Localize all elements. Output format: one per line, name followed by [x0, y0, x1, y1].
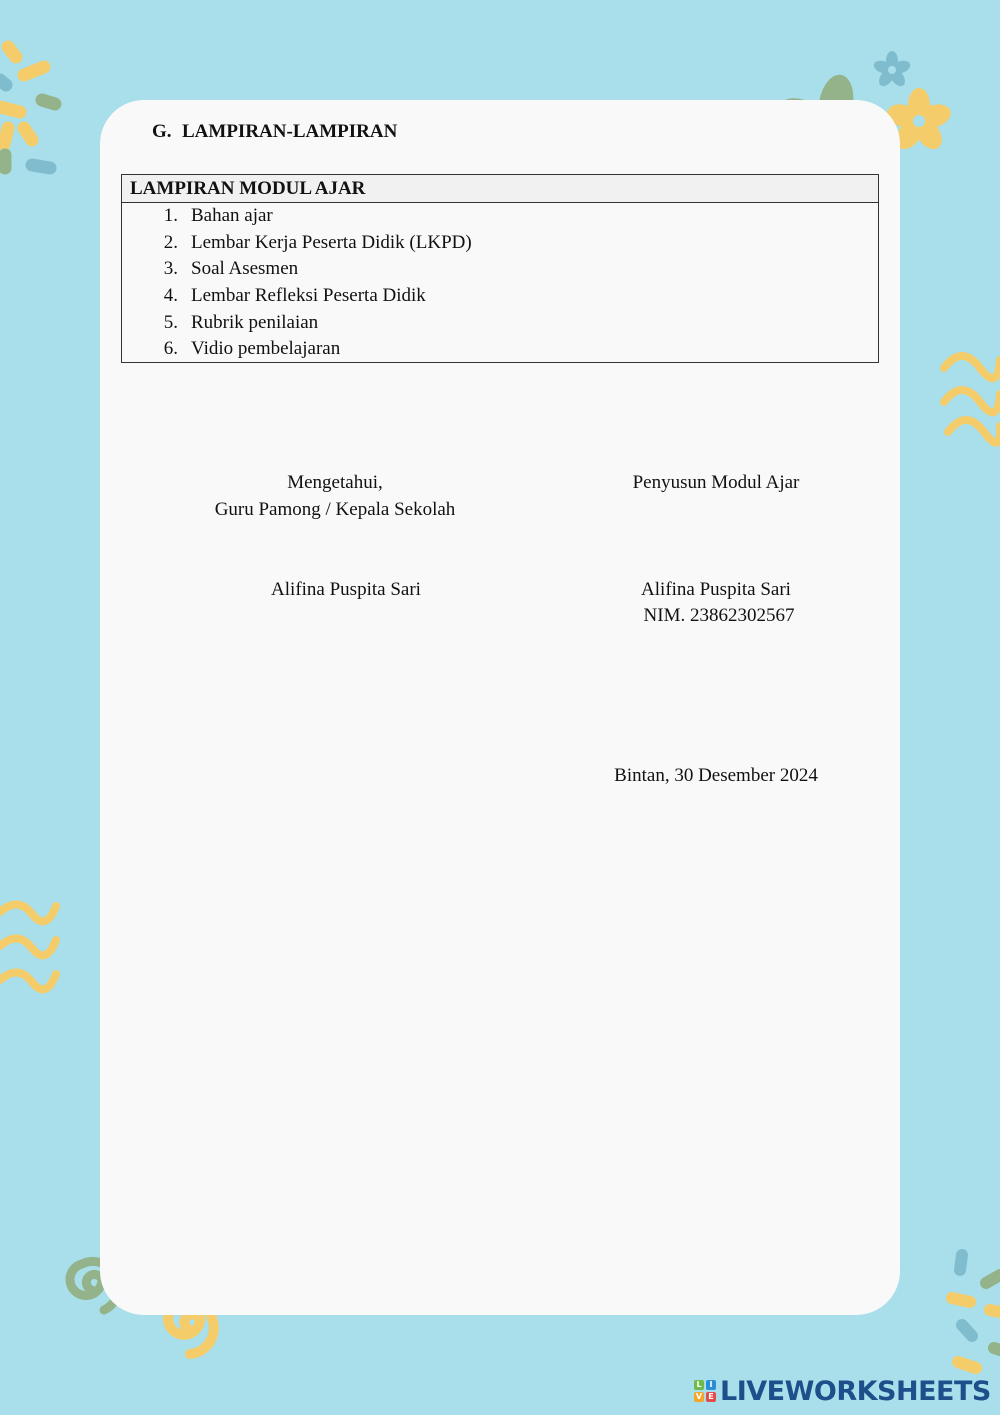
table-header: LAMPIRAN MODUL AJAR — [122, 175, 878, 203]
brand-name: LIVEWORKSHEETS — [720, 1375, 991, 1407]
list-item — [122, 310, 878, 337]
list-item-text: Bahan ajar — [191, 205, 273, 226]
section-number: G. — [152, 121, 172, 142]
author-title: Penyusun Modul Ajar — [632, 472, 800, 493]
list-item-text: Lembar Kerja Peserta Didik (LKPD) — [191, 231, 472, 253]
list-item-number: 5. — [163, 311, 178, 333]
wave-icon — [0, 904, 56, 989]
supervisor-name: Alifina Puspita Sari — [271, 579, 421, 600]
list-item — [122, 203, 878, 230]
place-date: Bintan, 30 Desember 2024 — [614, 765, 818, 786]
list-item — [122, 336, 878, 363]
wave-icon — [944, 356, 1000, 443]
author-id: NIM. 23862302567 — [643, 605, 795, 626]
list-item-number: 3. — [163, 258, 178, 280]
list-item — [122, 230, 878, 257]
list-item-number: 4. — [163, 285, 178, 307]
list-item — [122, 283, 878, 310]
section-title: LAMPIRAN-LAMPIRAN — [182, 121, 398, 142]
attachments-list — [122, 203, 878, 363]
list-item-text: Vidio pembelajaran — [191, 338, 341, 360]
list-item-text: Lembar Refleksi Peserta Didik — [191, 285, 426, 307]
attachments-table — [121, 174, 879, 363]
section-heading — [152, 121, 397, 143]
list-item-number: 2. — [163, 231, 178, 253]
list-item — [122, 256, 878, 283]
supervisor-title: Guru Pamong / Kepala Sekolah — [214, 499, 456, 520]
list-item-text: Rubrik penilaian — [191, 311, 319, 333]
liveworksheets-logo[interactable] — [694, 1376, 991, 1406]
flower-icon — [872, 51, 912, 89]
list-item-number: 1. — [163, 205, 178, 226]
acknowledged-label: Mengetahui, — [287, 472, 383, 493]
list-item-number: 6. — [163, 338, 178, 360]
list-item-text: Soal Asesmen — [191, 258, 299, 280]
author-name: Alifina Puspita Sari — [641, 579, 791, 600]
confetti-icon — [952, 1255, 1000, 1368]
logo-icon: L I V E — [694, 1380, 716, 1402]
confetti-icon — [0, 47, 55, 168]
